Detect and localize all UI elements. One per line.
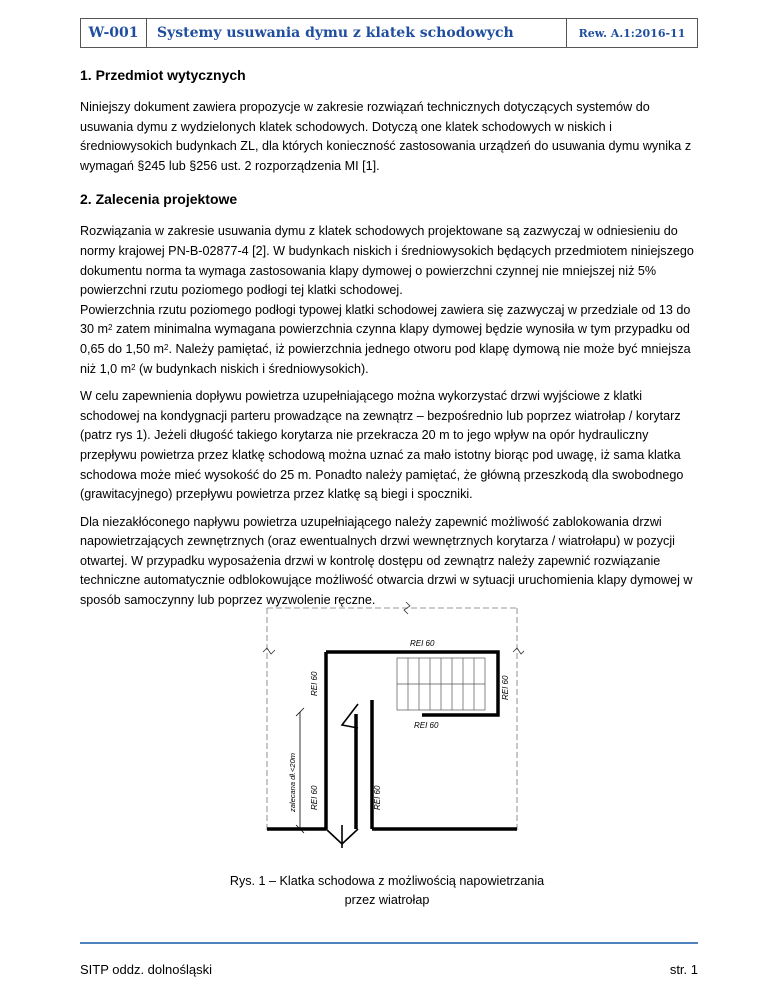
document-revision: Rew. A.1:2016-11 bbox=[578, 26, 686, 40]
rei-label-middle: REI 60 bbox=[414, 721, 439, 730]
rei-label-corridor: REI 60 bbox=[373, 785, 382, 810]
document-header bbox=[80, 18, 698, 48]
section-2-paragraph-1: Rozwiązania w zakresie usuwania dymu z klatek schodowych projektowane są zazwyczaj w odniesieniu do normy krajowej PN-B-02877-4 [2]. W budynkach niskich i średniowysokich będących przedmiotem niniejszego dokumentu norma ta wymaga zastosowania klapy dymowej o powierzchni czynnej nie mniejszej niż 5% powierzchni rzutu poziomego podłogi tej klatki schodowej. bbox=[80, 224, 694, 298]
document-code: W-001 bbox=[81, 19, 147, 47]
staircase-plan-figure bbox=[262, 600, 524, 862]
document-body bbox=[80, 56, 700, 619]
section-2-paragraph-4: Dla niezakłóconego napływu powietrza uzupełniającego należy zapewnić możliwość zablokowania drzwi napowietrzających zewnętrznych (oraz ewentualnych drzwi wewnętrznych korytarza / wiatrołapu) w pozycji otwartej. W przypadku wyposażenia drzwi w kontrolę dostępu od zewnątrz należy zapewnić rozwiązanie techniczne automatycznie odblokowujące możliwość otwarcia drzwi w sytuacji uruchomienia klapy dymowej w sposób samoczynny lub poprzez wyzwolenie ręczne. bbox=[80, 514, 693, 608]
rei-label-left-upper: REI 60 bbox=[310, 671, 319, 696]
document-title: Systemy usuwania dymu z klatek schodowych bbox=[147, 19, 567, 47]
caption-line-2: przez wiatrołap bbox=[344, 893, 430, 907]
rei-label-top: REI 60 bbox=[410, 639, 435, 648]
page-number: str. 1 bbox=[669, 962, 698, 977]
stairs bbox=[397, 658, 485, 710]
dimension-line bbox=[296, 708, 304, 833]
caption-line-1: Rys. 1 – Klatka schodowa z możliwością napowietrzania bbox=[229, 874, 545, 888]
footer-divider bbox=[80, 942, 698, 944]
section-2-heading: 2. Zalecenia projektowe bbox=[80, 191, 238, 208]
section-1-heading: 1. Przedmiot wytycznych bbox=[80, 67, 246, 83]
footer-organization: SITP oddz. dolnośląski bbox=[80, 962, 212, 977]
dimension-label: zalecana dł.<20m bbox=[288, 753, 297, 812]
rei-label-right: REI 60 bbox=[501, 675, 510, 700]
figure-caption bbox=[180, 872, 594, 910]
building-outline bbox=[267, 608, 517, 832]
break-marks bbox=[263, 602, 524, 654]
rei-label-left-lower: REI 60 bbox=[310, 785, 319, 810]
section-1-paragraph: Niniejszy dokument zawiera propozycje w zakresie rozwiązań technicznych dotyczących systemów do usuwania dymu z wydzielonych klatek schodowych. Dotyczą one klatek schodowych w niskich i średniowysokich budynkach ZL, dla których konieczność zastosowania urządzeń do usuwania dymu wynika z wymagań §245 lub §256 ust. 2 rozporządzenia MI [1]. bbox=[80, 100, 692, 173]
walls bbox=[267, 652, 517, 829]
section-2-paragraph-2: Powierzchnia rzutu poziomego podłogi typowej klatki schodowej zawiera się zazwyczaj w przedziale od 13 do 30 $m^2$ zatem minimalna wymagana powierzchnia czynna klapy dymowej będzie wynosiła w tym przypadku od 0,65 do 1,50 $m^2$. Należy pamiętać, iż powierzchnia jednego otworu pod klapę dymową nie może być mniejsza niż 1,0 $m^2$ (w budynkach niskich i średniowysokich). bbox=[80, 302, 691, 376]
section-2-paragraph-3: W celu zapewnienia dopływu powietrza uzupełniającego można wykorzystać drzwi wyjściowe z klatki schodowej na kondygnacji parteru prowadzące na zewnątrz – bezpośrednio lub poprzez wiatrołap / korytarz (patrz rys 1). Jeżeli długość takiego korytarza nie przekracza 20 m to jego wpływ na opór hydrauliczny przepływu powietrza przez klatkę schodową można uznać za mało istotny biorąc pod uwagę, iż sama klatka schodowa może mieć wysokość do 25 m. Ponadto należy pamiętać, że główną przeszkodą dla swobodnego (grawitacyjnego) przepływu powietrza przez klatkę są biegi i spoczniki. bbox=[80, 389, 684, 502]
doors bbox=[326, 704, 358, 848]
